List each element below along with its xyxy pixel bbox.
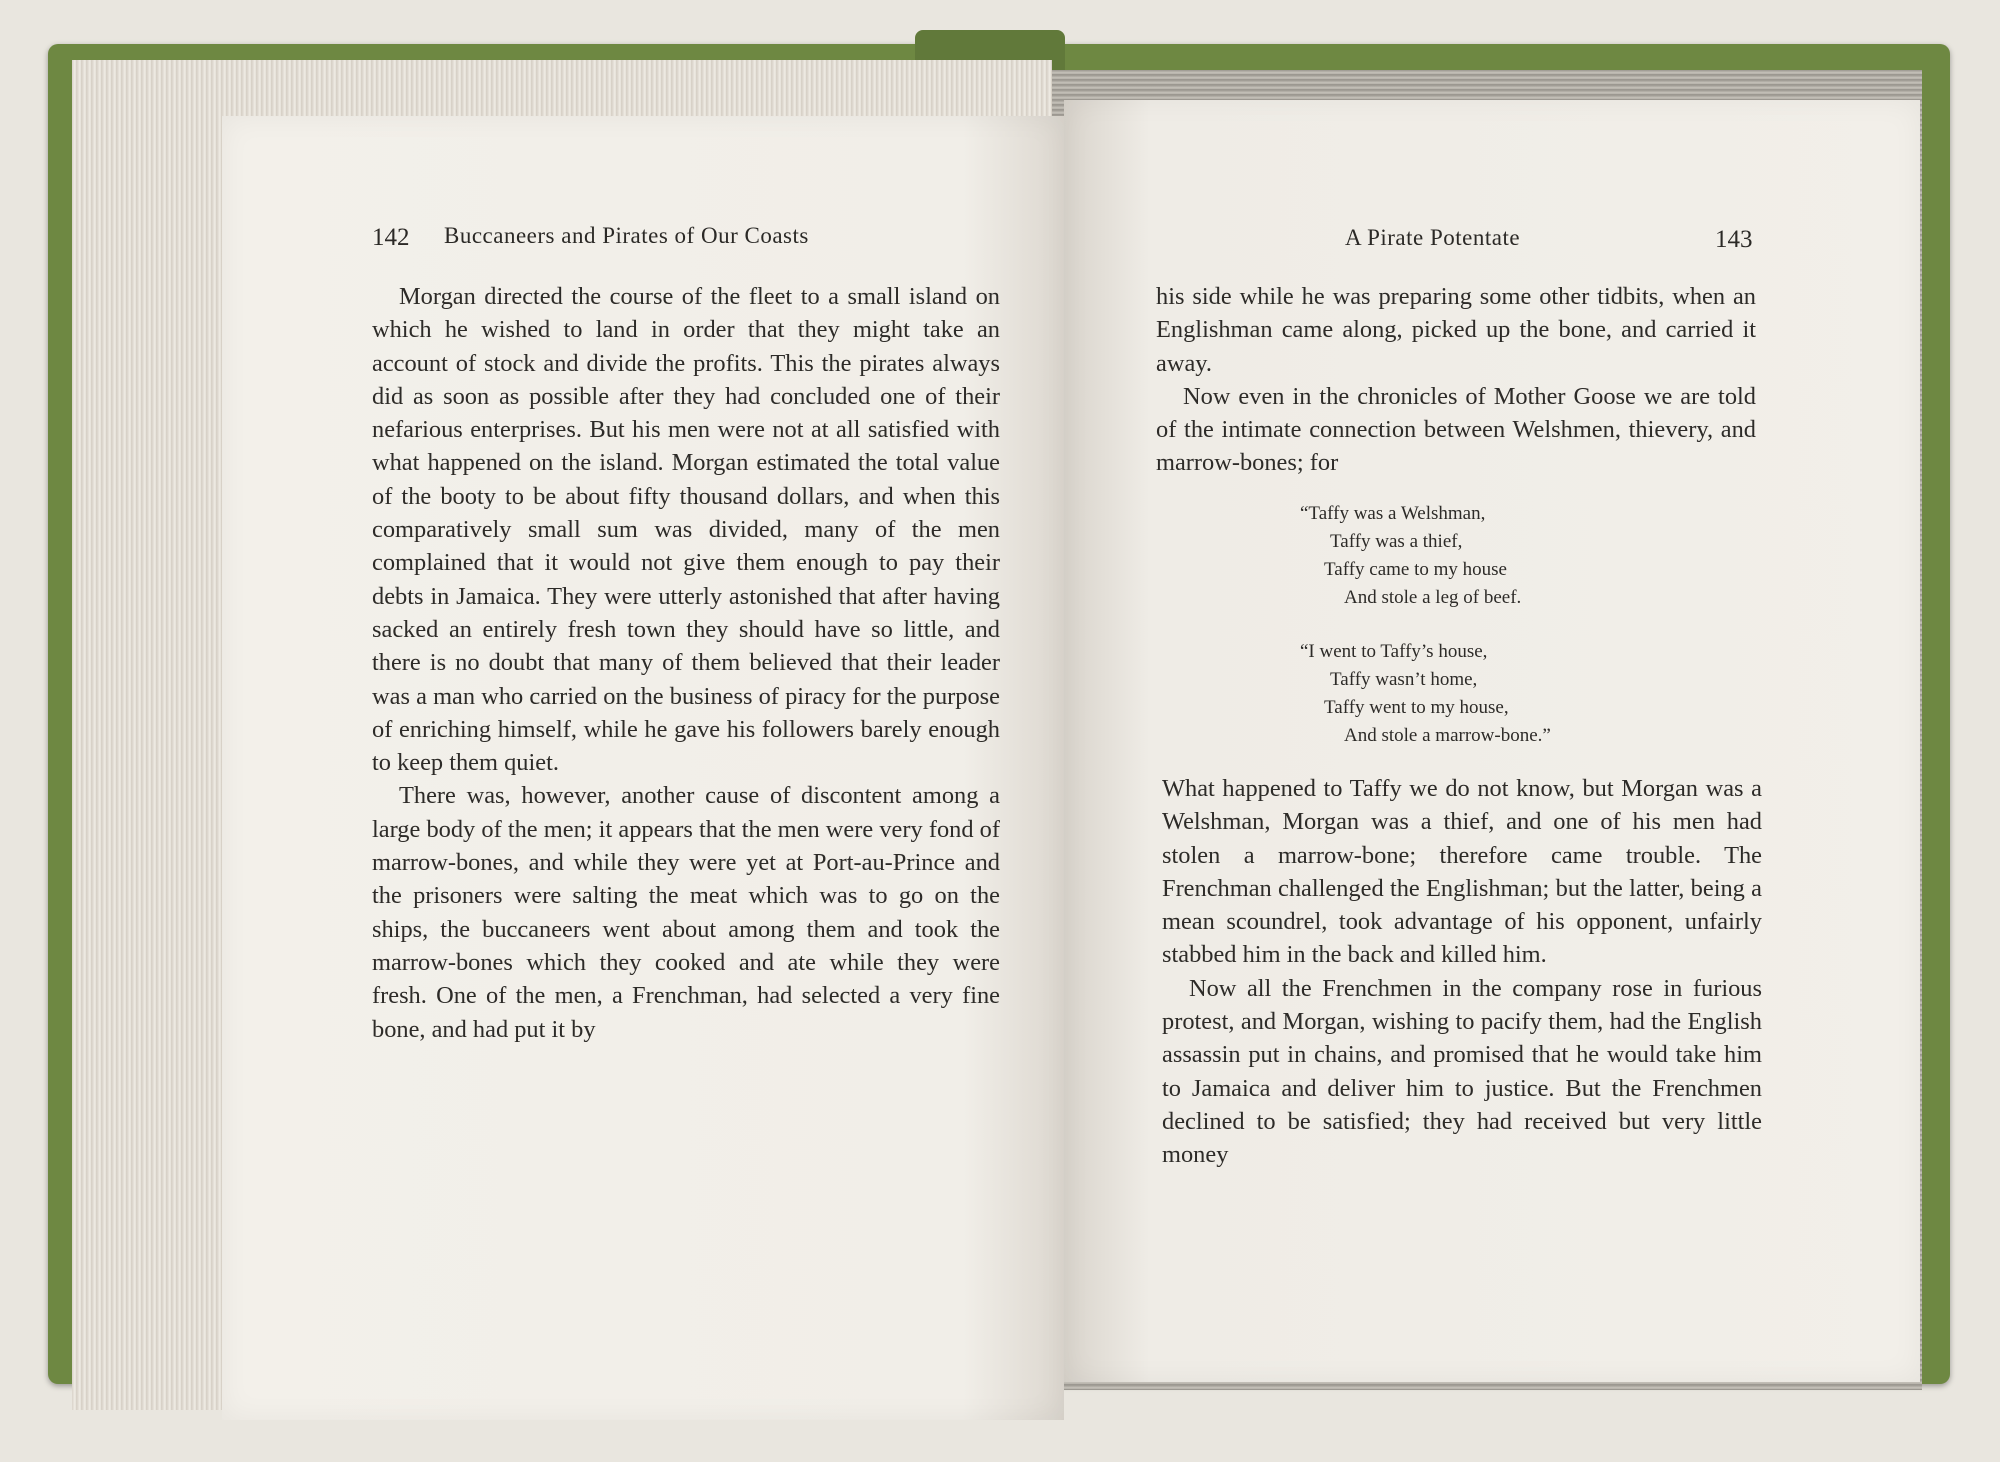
poem-line: Taffy was a thief,	[1330, 531, 1463, 552]
poem-stanza-1	[1300, 500, 1521, 612]
paragraph: Now even in the chronicles of Mother Goose we are told of the intimate connection between Welshmen, thievery, and marrow-bones; for	[1156, 382, 1756, 477]
paragraph: his side while he was preparing some other tidbits, when an Englishman came along, picked up the bone, and carried it away.	[1156, 283, 1756, 377]
poem-line: “Taffy was a Welshman,	[1300, 503, 1486, 524]
poem-line: Taffy went to my house,	[1324, 697, 1509, 718]
poem-stanza-2	[1300, 638, 1551, 750]
running-head-right: A Pirate Potentate	[1345, 225, 1521, 250]
poem-line: Taffy wasn’t home,	[1330, 669, 1478, 690]
page-number-left: 142	[372, 224, 410, 251]
page-number-right: 143	[1715, 226, 1753, 253]
poem-line: Taffy came to my house	[1324, 559, 1507, 580]
left-page	[222, 116, 1064, 1420]
paragraph: Now all the Frenchmen in the company rose in furious protest, and Morgan, wishing to pacify them, had the English assassin put in chains, and promised that he would take him to Jamaica and deliver him to justice. But the Frenchmen declined to be satisfied; they had received but very little money	[1162, 974, 1762, 1169]
paragraph: Morgan directed the course of the fleet to a small island on which he wished to land in order that they might take an account of stock and divide the profits. This the pirates always did as soon as possible after they had concluded one of their nefarious enterprises. But his men were not at all satisfied with what happened on the island. Morgan estimated the total value of the booty to be about fifty thousand dollars, and when this comparatively small sum was divided, many of the men complained that it would not give them enough to pay their debts in Jamaica. They were utterly astonished that after having sacked an entirely fresh town they should have so little, and there is no doubt that many of them believed that their leader was a man who carried on the business of piracy for the purpose of enriching himself, while he gave his followers barely enough to keep them quiet.	[372, 283, 1000, 777]
right-page-body-top	[1156, 280, 1756, 480]
poem-line: And stole a marrow-bone.”	[1344, 725, 1551, 746]
right-page	[1064, 100, 1920, 1382]
paragraph: What happened to Taffy we do not know, but Morgan was a Welshman, Morgan was a thief, and one of his men had stolen a marrow-bone; therefore came trouble. The Frenchman challenged the Englishman; but the latter, being a mean scoundrel, took advantage of his opponent, unfairly stabbed him in the back and killed him.	[1162, 775, 1762, 969]
paragraph: There was, however, another cause of discontent among a large body of the men; it appears that the men were very fond of marrow-bones, and while they were yet at Port-au-Prince and the prisoners were salting the meat which was to go on the ships, the buccaneers went about among them and took the marrow-bones which they cooked and ate while they were fresh. One of the men, a Frenchman, had selected a very fine bone, and had put it by	[372, 782, 1000, 1043]
left-page-body	[372, 280, 1000, 1046]
poem-line: And stole a leg of beef.	[1344, 587, 1522, 608]
right-page-body-bottom	[1162, 772, 1762, 1172]
poem-line: “I went to Taffy’s house,	[1300, 641, 1488, 662]
running-head-left: Buccaneers and Pirates of Our Coasts	[444, 223, 809, 248]
